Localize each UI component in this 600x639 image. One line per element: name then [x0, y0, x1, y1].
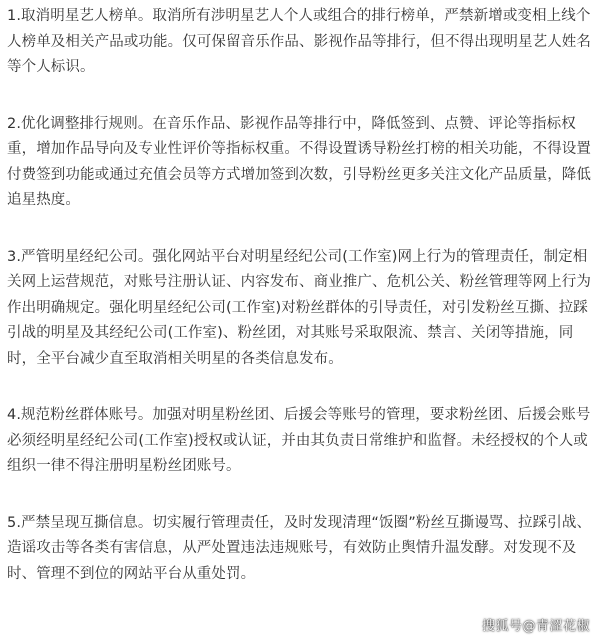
paragraph-spacer	[7, 372, 595, 403]
paragraph-1: 1.取消明星艺人榜单。取消所有涉明星艺人个人或组合的排行榜单，严禁新增或变相上线个人榜单及相关产品或功能。仅可保留音乐作品、影视作品等排行，但不得出现明星艺人姓名等个人标识。	[7, 8, 591, 75]
paragraph-spacer	[7, 81, 595, 112]
paragraph-4: 4.规范粉丝群体账号。加强对明星粉丝团、后援会等账号的管理，要求粉丝团、后援会账号必须经明星经纪公司(工作室)授权或认证，并由其负责日常维护和监督。未经授权的个人或组织一律不得注册明星粉丝团账号。	[7, 407, 591, 474]
paragraph-5: 5.严禁呈现互撕信息。切实履行管理责任，及时发现清理“饭圈”粉丝互撕谩骂、拉踩引战、造谣攻击等各类有害信息，从严处置违法违规账号，有效防止舆情升温发酵。对发现不及时、管理不到位的网站平台从重处罚。	[7, 514, 592, 582]
source-watermark: 搜狐号@青涩花椒	[481, 619, 590, 634]
paragraph-2: 2.优化调整排行规则。在音乐作品、影视作品等排行中，降低签到、点赞、评论等指标权重，增加作品导向及专业性评价等指标权重。不得设置诱导粉丝打榜的相关功能，不得设置付费签到功能或通过充值会员等方式增加签到次数，引导粉丝更多关注文化产品质量，降低追星热度。	[7, 115, 591, 208]
paragraph-spacer	[7, 214, 595, 245]
article-body	[7, 0, 595, 587]
paragraph-spacer	[7, 480, 595, 511]
paragraph-3: 3.严管明星经纪公司。强化网站平台对明星经纪公司(工作室)网上行为的管理责任，制定相关网上运营规范，对账号注册认证、内容发布、商业推广、危机公关、粉丝管理等网上行为作出明确规定。强化明星经纪公司(工作室)对粉丝群体的引导责任，对引发粉丝互撕、拉踩引战的明星及其经纪公司(工作室)、粉丝团，对其账号采取限流、禁言、关闭等措施，同时，全平台减少直至取消相关明星的各类信息发布。	[7, 248, 591, 367]
